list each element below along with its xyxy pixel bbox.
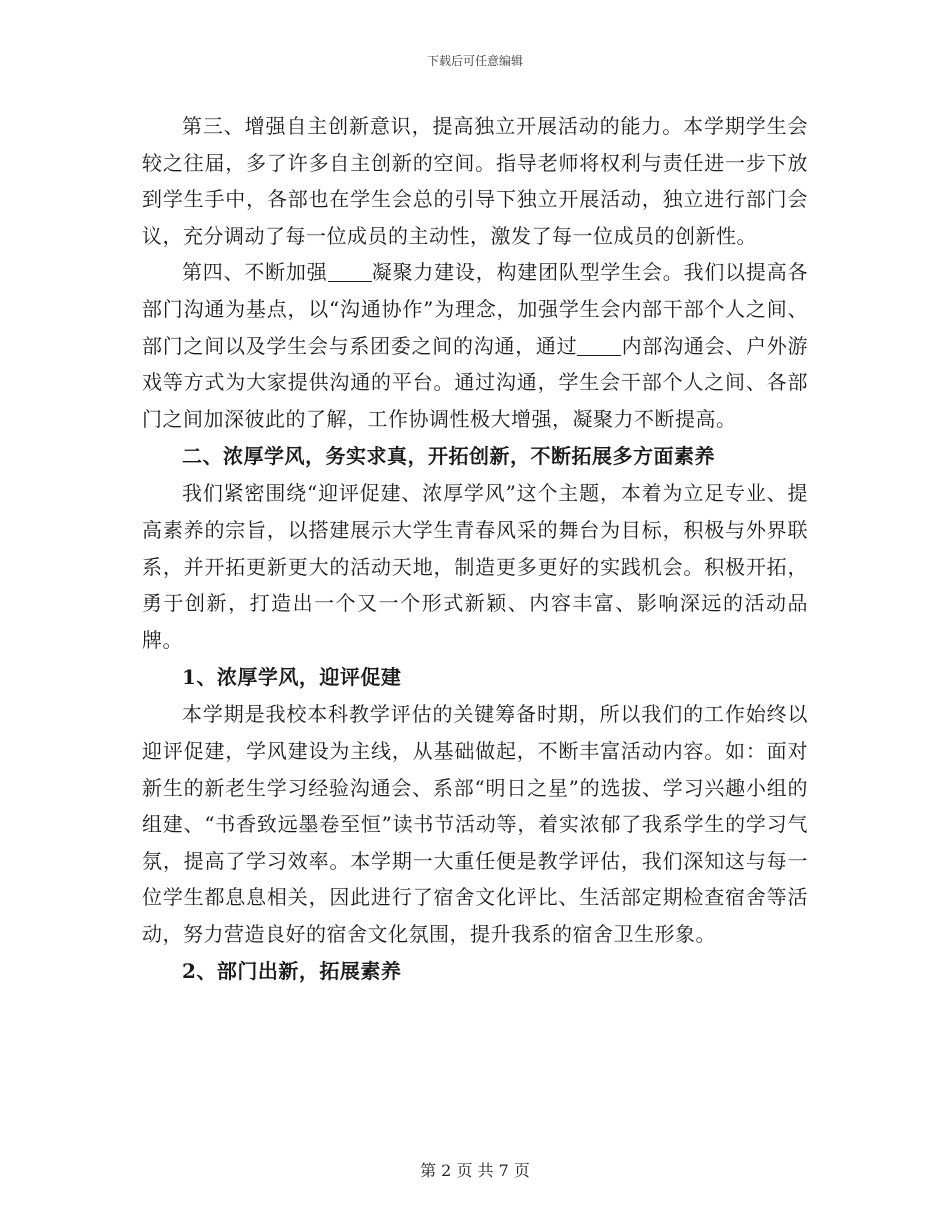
paragraph-section-2-intro: 我们紧密围绕“迎评促建、浓厚学风”这个主题，本着为立足专业、提高素养的宗旨，以搭建展示大学生青春风采的舞台为目标，积极与外界联系，并开拓更新更大的活动天地，制造更多更好的实践机会。积极开拓，勇于创新，打造出一个又一个形式新颖、内容丰富、影响深远的活动品牌。 <box>142 481 808 652</box>
blank-underline <box>577 335 621 356</box>
section-heading-2: 二、浓厚学风，务实求真，开拓创新，不断拓展多方面素养 <box>182 444 715 469</box>
text-segment: 第四、不断加强 <box>182 260 328 285</box>
subheading-2-2: 2、部门出新，拓展素养 <box>182 959 402 984</box>
paragraph-third-point: 第三、增强自主创新意识，提高独立开展活动的能力。本学期学生会较之往届，多了许多自主创新的空间。指导老师将权利与责任进一步下放到学生手中，各部也在学生会总的引导下独立开展活动，独立进行部门会议，充分调动了每一位成员的主动性，激发了每一位成员的创新性。 <box>142 114 808 248</box>
blank-underline <box>328 261 372 282</box>
document-body <box>142 108 808 990</box>
text-segment: 凝聚力建设，构建团队型学生会。我们以提高各部门沟通为基点，以“沟通协作”为理念，加强学生会内部干部个人之间、部门之间以及学生会与系团委之间的沟通，通过 <box>142 260 808 358</box>
paragraph-fourth-point <box>142 254 808 437</box>
text-segment: 内部沟通会、户外游戏等方式为大家提供沟通的平台。通过沟通，学生会干部个人之间、各部门之间加深彼此的了解，工作协调性极大增强，凝聚力不断提高。 <box>142 333 809 431</box>
page-footer: 第 2 页 共 7 页 <box>420 1161 530 1180</box>
page-header: 下载后可任意编辑 <box>426 54 523 68</box>
paragraph-2-1: 本学期是我校本科教学评估的关键筹备时期，所以我们的工作始终以迎评促建，学风建设为主线，从基础做起，不断丰富活动内容。如：面对新生的新老生学习经验沟通会、系部“明日之星”的选拔、学习兴趣小组的组建、“书香致远墨卷至恒”读书节活动等，着实浓郁了我系学生的学习气氛，提高了学习效率。本学期一大重任便是教学评估，我们深知这与每一位学生都息息相关，因此进行了宿舍文化评比、生活部定期检查宿舍等活动，努力营造良好的宿舍文化氛围，提升我系的宿舍卫生形象。 <box>142 702 808 946</box>
subheading-2-1: 1、浓厚学风，迎评促建 <box>182 665 402 690</box>
